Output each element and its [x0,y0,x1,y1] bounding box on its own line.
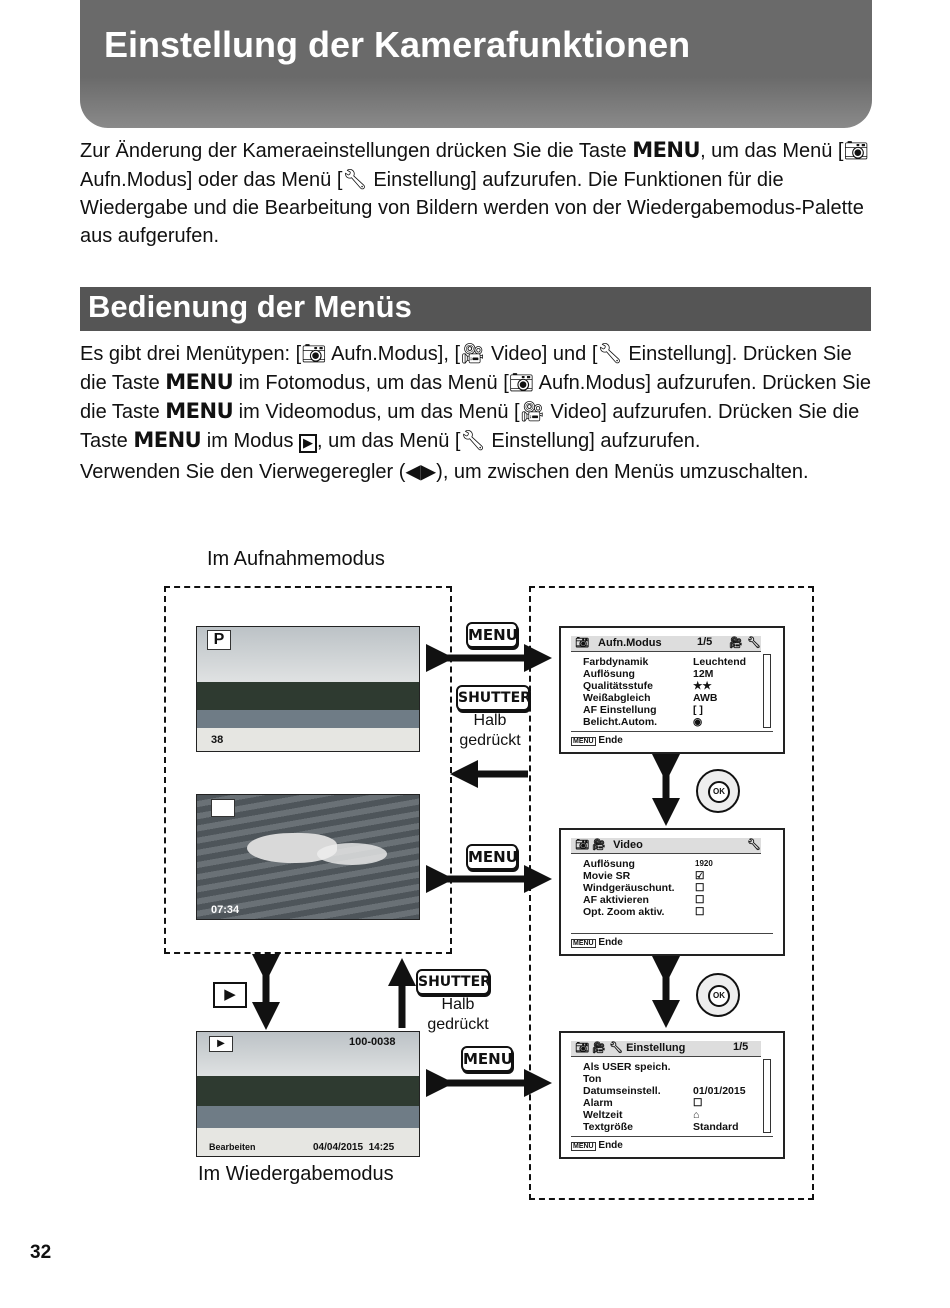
ok-button[interactable]: OK [708,985,730,1007]
play-icon: ▶ [299,434,317,453]
camera-icon: 📷︎ [508,370,535,394]
menu-item[interactable]: AF Einstellung [583,704,657,716]
menu-key: MENU [573,1143,594,1150]
menu-page-indicator: 1/5 [697,636,713,648]
mode-p-icon: P [207,630,231,650]
camera-icon: 📷︎ [301,341,327,365]
menu-page-indicator: 1/5 [733,1041,749,1053]
menu-value: Leuchtend [693,656,747,668]
menu-button[interactable]: MENU [466,622,518,648]
video-icon: 🎥︎ [592,1041,606,1054]
playback-datetime: 04/04/2015 14:25 [313,1142,395,1153]
wrench-icon: 🔧︎ [460,428,486,452]
menu-button[interactable]: MENU [461,1046,513,1072]
body-paragraph: Es gibt drei Menütypen: [📷︎ Aufn.Modus], [🎥︎ Video] und [🔧︎ Einstellung]. Drücken Sie die Taste MENU im Fotomodus, um das Menü [📷︎ Aufn.Modus] aufzurufen. Drücken Sie die Taste MENU im Videomodus, um das Menü [🎥︎ Video] aufzurufen. Drücken Sie die Taste MENU im Modus ▶ , um das Menü [🔧︎ Einstellung] aufzurufen. Verwenden Sie den Vierwegeregler (◀▶), um zwischen den Menüs umzuschalten. [80,341,872,483]
intro-paragraph: Zur Änderung der Kameraeinstellungen drücken Sie die Taste MENU, um das Menü [📷︎ Aufn.Modus] oder das Menü [🔧︎ Einstellung] aufzurufen. Die Funktionen für die Wiedergabe und die Bearbeitung von Bildern werden von der Wiedergabemodus-Palette aus aufgerufen. [80,138,869,247]
menu-tab-title: Video [613,839,643,851]
menu-item[interactable]: Movie SR [583,870,631,882]
page-title: Einstellung der Kamerafunktionen [104,24,691,65]
menu-item[interactable]: Auflösung [583,858,635,870]
file-number: 100-0038 [349,1036,396,1048]
menu-item[interactable]: AF aktivieren [583,894,649,906]
menu-key: MENU [573,738,594,745]
menu-footer-label: Ende [598,937,623,948]
menu-item[interactable]: Als USER speich. [583,1061,671,1073]
menu-item[interactable]: Auflösung [583,668,635,680]
shutter-button[interactable]: SHUTTER [416,969,490,995]
menu-value: 12M [693,668,714,680]
halb-text: Halb [473,712,507,729]
caption-recording-mode: Im Aufnahmemodus [207,548,385,570]
halb-text: Halb [441,996,475,1013]
menu-tab-title: Einstellung [626,1042,686,1054]
menu-footer-label: Ende [598,1140,623,1151]
menu-item[interactable]: Windgeräuschunt. [583,882,675,894]
gedrueckt-text: gedrückt [459,732,521,749]
wrench-icon: 🔧︎ [747,838,761,851]
menu-value: ☑ [695,870,705,882]
half-pressed-label [418,995,498,1035]
menu-value: ☐ [695,906,705,918]
menu-value: ★★ [693,680,712,692]
menu-value: ☐ [693,1097,703,1109]
menu-item[interactable]: Weltzeit [583,1109,623,1121]
menu-item[interactable]: Qualitätsstufe [583,680,654,692]
half-pressed-label [452,711,528,751]
menu-key: MENU [165,399,234,423]
edit-label: Bearbeiten [209,1142,256,1152]
camera-icon: 📷︎ [843,138,869,162]
camera-icon: 📷︎ [575,636,589,649]
menu-value: AWB [693,692,718,704]
four-way-arrows: ◀▶ [405,461,437,483]
menu-button[interactable]: MENU [466,844,518,870]
menu-value: 1920 [695,859,713,868]
menu-item[interactable]: Weißabgleich [583,692,651,704]
menu-item[interactable]: Farbdynamik [583,656,649,668]
menu-value: Standard [693,1121,739,1133]
menu-key: MENU [165,370,234,394]
video-icon: 🎥︎ [460,341,486,365]
menu-key: MENU [632,138,701,162]
video-time-remaining: 07:34 [211,904,240,916]
menu-value: 01/01/2015 [693,1085,746,1097]
wrench-icon: 🔧︎ [609,1041,624,1054]
menu-item[interactable]: Ton [583,1073,602,1085]
wrench-icon: 🔧︎ [342,167,368,191]
menu-item[interactable]: Textgröße [583,1121,633,1133]
page-number: 32 [30,1242,52,1263]
four-way-controller[interactable] [696,769,740,813]
section-title: Bedienung der Menüs [88,289,412,324]
menu-value: ☐ [695,894,705,906]
menu-item[interactable]: Datumseinstell. [583,1085,661,1097]
video-icon: 🎥︎ [519,399,545,423]
menu-item[interactable]: Opt. Zoom aktiv. [583,906,665,918]
play-button-icon[interactable]: ▶ [213,982,247,1008]
menu-item[interactable]: Belicht.Autom. [583,716,658,728]
shots-remaining: 38 [211,734,224,746]
camera-icon: 📷︎ [575,838,589,851]
menu-value: ◉ [693,716,703,728]
menu-key: MENU [133,428,202,452]
menu-tab-title: Aufn.Modus [598,637,662,649]
play-icon: ▶ [209,1036,233,1052]
menu-item[interactable]: Alarm [583,1097,613,1109]
caption-playback-mode: Im Wiedergabemodus [198,1163,394,1185]
menu-value: ⌂ [693,1109,700,1121]
shutter-button[interactable]: SHUTTER [456,685,530,711]
video-icon: 🎥︎ [592,838,606,851]
menu-value: [ ] [693,704,703,716]
wrench-icon: 🔧︎ [597,341,623,365]
ok-button[interactable]: OK [708,781,730,803]
menu-footer-label: Ende [598,735,623,746]
wrench-icon: 🔧︎ [747,636,761,649]
menu-value: ☐ [695,882,705,894]
camera-icon: 📷︎ [575,1041,589,1054]
gedrueckt-text: gedrückt [427,1016,489,1033]
video-icon: 🎥︎ [729,636,743,649]
menu-key: MENU [573,940,594,947]
four-way-controller[interactable] [696,973,740,1017]
